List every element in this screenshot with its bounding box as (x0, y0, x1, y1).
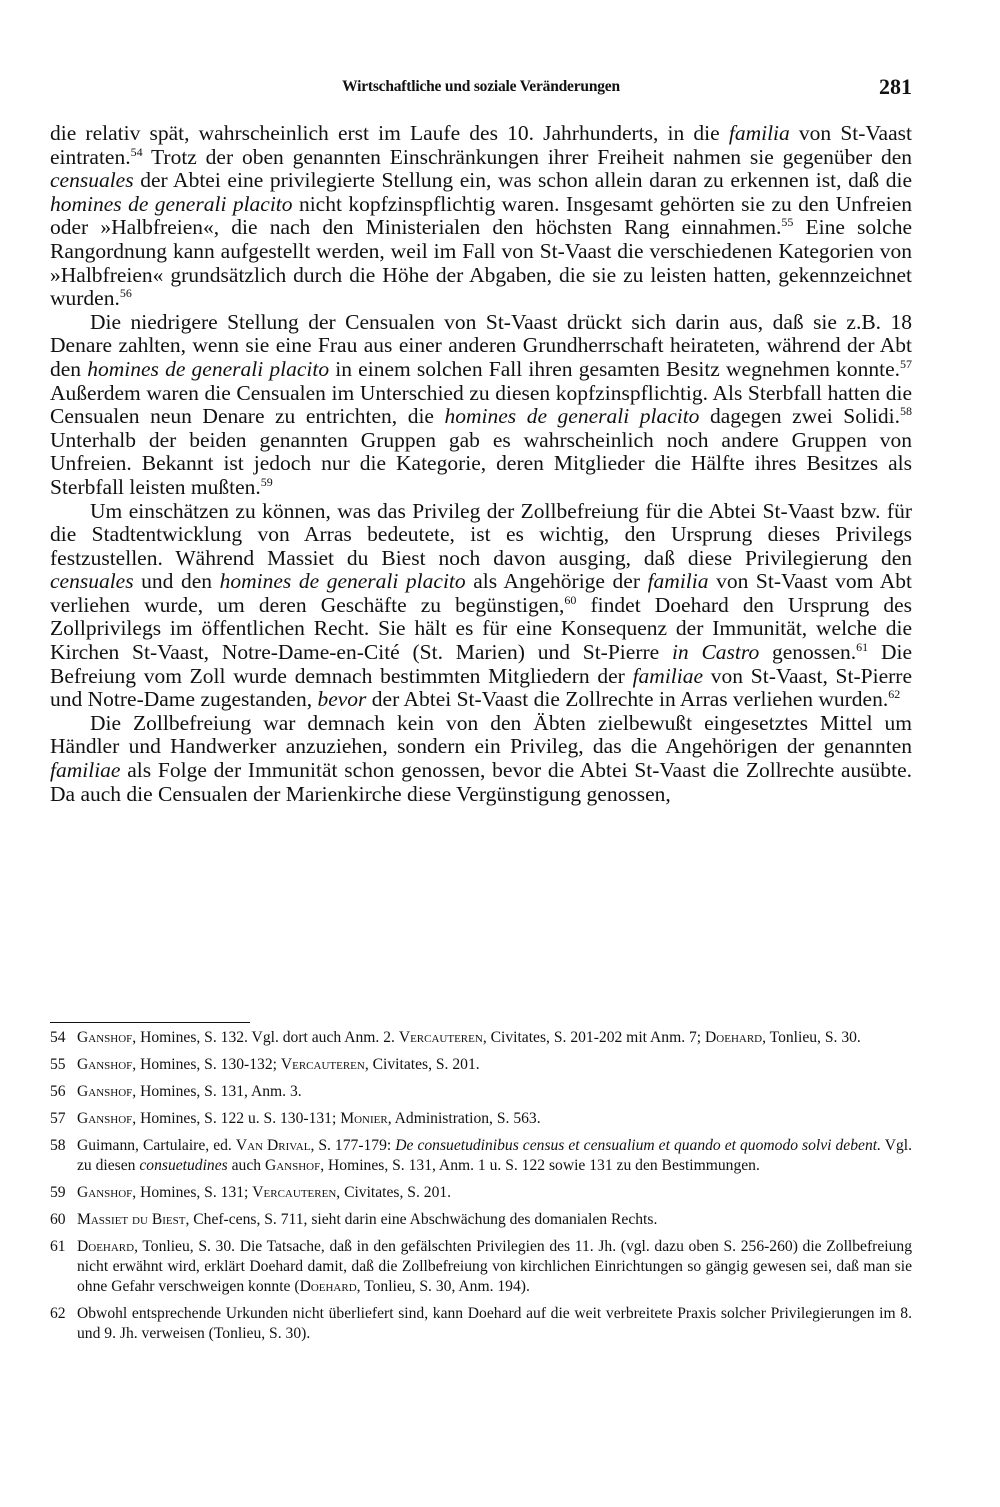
text-run: nicht kopfzinspflichtig waren. Insgesamt gehörten sie zu den Unfreien oder »Halbfreien«, die nach den Ministerialen den höchsten Rang einnahmen. (50, 191, 912, 240)
text-run: Vgl. zu diesen (77, 1137, 913, 1174)
footnote-ref: 59 (260, 474, 273, 489)
footnote (50, 1109, 912, 1129)
footnote (50, 1304, 912, 1344)
text-run: dagegen zwei Solidi. (699, 404, 901, 429)
text-run: in einem solchen Fall ihren gesamten Besitz wegnehmen konnte. (329, 356, 900, 381)
text-run: von St-Vaast, St-Pierre und Notre-Dame zugestanden, (50, 663, 912, 712)
text-run: , Homines, S. 131; (132, 1184, 253, 1201)
paragraph (50, 122, 912, 311)
footnotes (50, 1028, 912, 1351)
text-run: auch (227, 1157, 265, 1174)
text-run: Obwohl entsprechende Urkunden nicht überliefert sind, kann Doehard auf die weit verbreitete Praxis solcher Privilegierungen im 8. und 9. Jh. verweisen (Tonlieu, S. 30). (77, 1305, 912, 1342)
text-run: Die niedrigere Stellung der Censualen von St-Vaast drückt sich darin aus, daß sie z.B. 18 Denare zahlten, wenn sie eine Frau aus einer anderen Grundherrschaft heirateten, während der Abt den (50, 309, 912, 381)
text-run: , Civitates, S. 201. (364, 1056, 480, 1073)
footnote-number: 55 (50, 1056, 66, 1073)
body-text (50, 122, 912, 806)
footnote (50, 1028, 912, 1048)
paragraph (50, 311, 912, 500)
footnote-ref: 56 (119, 286, 132, 301)
author-name: Ganshof (77, 1056, 133, 1073)
text-run: Die Zollbefreiung war demnach kein von den Äbten zielbewußt eingesetztes Mittel um Händler und Handwerker anzuziehen, sondern ein Privileg, das die Angehörigen der genannten (50, 710, 912, 759)
text-run: von St-Vaast eintraten. (50, 121, 912, 169)
text-run: , Homines, S. 130-132; (132, 1056, 281, 1073)
footnote-rule (50, 1022, 250, 1023)
paragraph (50, 712, 912, 806)
text-run: findet Doehard den Ursprung des Zollprivilegs im öffentlichen Recht. Sie hält es für eine Konsequenz der Immunität, welche die Kirchen St-Vaast, Notre-Dame-en-Cité (St. Marien) und St-Pierre (50, 592, 912, 665)
footnote (50, 1136, 912, 1176)
text-run: , Civitates, S. 201-202 mit Anm. 7; (482, 1029, 706, 1046)
italic-text: consuetudines (139, 1157, 228, 1174)
footnote-number: 62 (50, 1305, 66, 1322)
running-head (50, 74, 912, 104)
footnote-ref: 58 (900, 404, 913, 419)
text-run: , S. 177-179: (310, 1137, 396, 1154)
footnote-ref: 60 (564, 592, 577, 607)
running-title: Wirtschaftliche und soziale Veränderungen (342, 78, 620, 95)
author-name: Ganshof (77, 1110, 133, 1127)
italic-text: homines de generali placito (50, 191, 293, 216)
author-name: Massiet du Biest (77, 1211, 186, 1228)
text-run: Trotz der oben genannten Einschränkungen ihrer Freiheit nahmen sie gegenüber den (142, 144, 912, 169)
text-run: Unterhalb der beiden genannten Gruppen gab es wahrscheinlich noch andere Gruppen von Unfreien. Bekannt ist jedoch nur die Kategorie, deren Mitglieder die Hälfte ihres Besitzes als Sterbfall leisten mußten. (50, 427, 912, 499)
author-name: Ganshof (77, 1083, 133, 1100)
text-run: und den (133, 569, 220, 594)
text-run: Die Befreiung vom Zoll wurde demnach bestimmten Mitgliedern der (50, 640, 912, 688)
text-run: , Homines, S. 122 u. S. 130-131; (132, 1110, 341, 1127)
italic-text: censuales (50, 569, 134, 594)
text-run: Um einschätzen zu können, was das Privileg der Zollbefreiung für die Abtei St-Vaast bzw. für die Stadtentwicklung von Arras bedeutete, ist es wichtig, den Ursprung dieses Privilegs festzustellen. Während Massiet du Biest noch davon ausging, daß diese Privilegierung den (50, 498, 912, 570)
text-run: , Chef-cens, S. 711, sieht darin eine Abschwächung des domanialen Rechts. (185, 1211, 658, 1228)
italic-text: in Castro (671, 640, 760, 665)
text-run: , Tonlieu, S. 30. (762, 1029, 861, 1046)
text-run: genossen. (759, 640, 857, 665)
footnote (50, 1055, 912, 1075)
text-run: Eine solche Rangordnung kann aufgestellt werden, weil im Fall von St-Vaast die verschiedenen Kategorien von »Halbfreien« grundsätzlich durch die Höhe der Abgaben, die sie zu leisten hatten, gekennzeichnet wurden. (50, 215, 912, 311)
text-run: , Tonlieu, S. 30, Anm. 194). (356, 1278, 530, 1295)
footnote (50, 1082, 912, 1102)
text-run: als Angehörige der (465, 569, 648, 594)
text-run: der Abtei St-Vaast die Zollrechte in Arras verliehen wurden. (366, 687, 889, 712)
footnote-ref: 57 (899, 356, 912, 371)
italic-text: homines de generali placito (87, 356, 330, 381)
text-run: Außerdem waren die Censualen im Unterschied zu diesen kopfzinspflichtig. Als Sterbfall hatten die Censualen neun Denare zu entrichten, die (50, 380, 912, 429)
text-run: Guimann, Cartulaire, ed. (77, 1137, 236, 1154)
author-name: Vercauteren (280, 1056, 365, 1073)
footnote-ref: 54 (130, 144, 143, 159)
author-name: Vercauteren (398, 1029, 483, 1046)
author-name: Ganshof (264, 1157, 321, 1174)
text-run: , Tonlieu, S. 30. Die Tatsache, daß in den gefälschten Privilegien des 11. Jh. (vgl. dazu oben S. 256-260) die Zollbefreiung nicht erwähnt wird, erklärt Doehard damit, daß die Zollbefreiung von kirchlichen Einrichtungen so gängig gewesen sei, daß man sie ohne Gefahr verschweigen konnte ( (77, 1238, 912, 1295)
italic-text: familiae (632, 663, 704, 688)
footnote-number: 54 (50, 1029, 66, 1046)
author-name: Ganshof (77, 1184, 133, 1201)
footnote-ref: 55 (781, 215, 794, 230)
italic-text: bevor (317, 687, 367, 712)
author-name: Doehard (299, 1278, 357, 1295)
text-run: , Homines, S. 131, Anm. 1 u. S. 122 sowie 131 zu den Bestimmungen. (320, 1157, 760, 1174)
author-name: Doehard (705, 1029, 763, 1046)
text-run: die relativ spät, wahrscheinlich erst im Laufe des 10. Jahrhunderts, in die (50, 121, 729, 145)
italic-text: censuales (50, 168, 134, 193)
footnote (50, 1210, 912, 1230)
footnote-number: 57 (50, 1110, 66, 1127)
footnote-number: 56 (50, 1083, 66, 1100)
text-run: von St-Vaast vom Abt verliehen wurde, um deren Geschäfte zu begünstigen, (50, 569, 912, 617)
paragraph (50, 500, 912, 712)
footnote-number: 59 (50, 1184, 66, 1201)
author-name: Doehard (77, 1238, 135, 1255)
footnote (50, 1183, 912, 1203)
text-run: , Administration, S. 563. (387, 1110, 541, 1127)
footnote-number: 58 (50, 1137, 66, 1154)
author-name: Monier (340, 1110, 388, 1127)
page-number: 281 (879, 74, 912, 99)
footnote-ref: 62 (888, 687, 901, 702)
italic-text: familia (728, 121, 790, 145)
text-run: , Civitates, S. 201. (336, 1184, 452, 1201)
text-run: , Homines, S. 132. Vgl. dort auch Anm. 2. (132, 1029, 399, 1046)
italic-text: familiae (50, 758, 121, 783)
italic-text: homines de generali placito (219, 569, 466, 594)
italic-text: familia (647, 569, 709, 594)
text-run: der Abtei eine privilegierte Stellung ein, was schon allein daran zu erkennen ist, daß die (133, 168, 912, 193)
footnote-ref: 61 (856, 640, 869, 655)
author-name: Van Drival (235, 1137, 311, 1154)
text-run: , Homines, S. 131, Anm. 3. (132, 1083, 302, 1100)
footnote (50, 1237, 912, 1297)
text-run: als Folge der Immunität schon genossen, bevor die Abtei St-Vaast die Zollrechte ausübte. Da auch die Censualen der Marienkirche diese Vergünstigung genossen, (50, 758, 912, 806)
author-name: Ganshof (77, 1029, 133, 1046)
footnote-number: 60 (50, 1211, 66, 1228)
italic-text: homines de generali placito (444, 404, 700, 429)
author-name: Vercauteren (252, 1184, 337, 1201)
footnote-number: 61 (50, 1238, 66, 1255)
italic-text: De consuetudinibus census et censualium et quando et quomodo solvi debent. (395, 1137, 881, 1154)
